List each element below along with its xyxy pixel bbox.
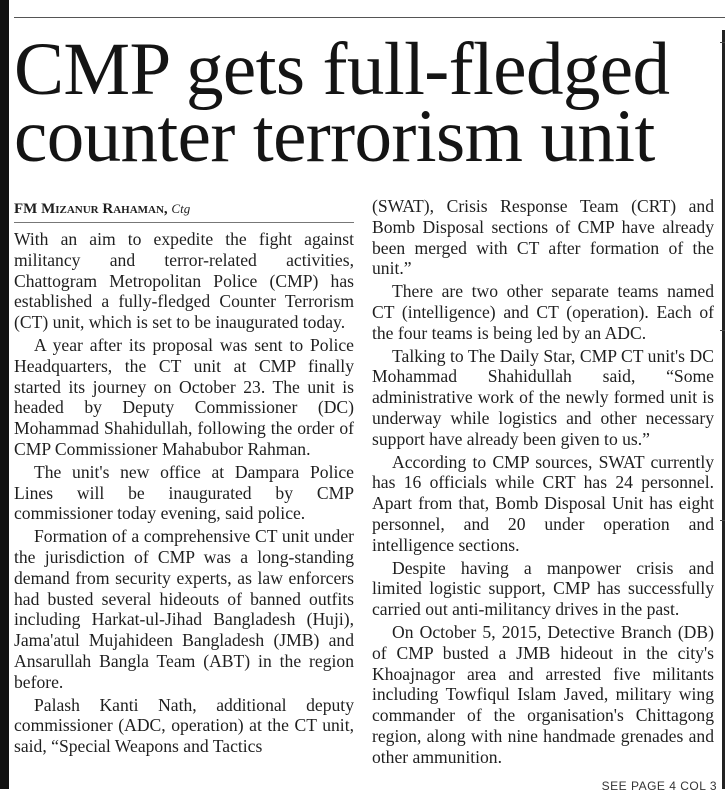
- paragraph: On October 5, 2015, Detective Branch (DB) of CMP busted a JMB hideout in the city's Khoajnagor area and arrested five militants including Towfiqul Islam Javed, military wing commander of the organisation's Chittagong region, along with nine handmade grenades and other ammunition.: [372, 621, 714, 767]
- byline-location: Ctg: [171, 201, 191, 216]
- byline: [14, 196, 354, 223]
- headline-line-1: CMP gets full-fledged: [14, 28, 670, 111]
- headline-line-2: counter terrorism unit: [14, 95, 655, 178]
- article-column-left: [14, 196, 354, 759]
- paragraph: According to CMP sources, SWAT currently has 16 officials while CRT has 24 personnel. Apart from that, Bomb Disposal Unit has eight personnel, and 20 under operation and intelligence sections.: [372, 451, 714, 555]
- page-edge-shadow: [0, 0, 9, 789]
- paragraph: Palash Kanti Nath, additional deputy commissioner (ADC, operation) at the CT unit, said, “Special Weapons and Tactics: [14, 694, 354, 757]
- paragraph: With an aim to expedite the fight against militancy and terror-related activities, Chattogram Metropolitan Police (CMP) has established a fully-fledged Counter Terrorism (CT) unit, which is set to be inaugurated today.: [14, 229, 354, 333]
- byline-author: FM Mizanur Rahaman,: [14, 201, 168, 217]
- paragraph: (SWAT), Crisis Response Team (CRT) and Bomb Disposal sections of CMP have already been merged with CT after formation of the unit.”: [372, 196, 714, 279]
- right-tick: [720, 520, 725, 521]
- paragraph: The unit's new office at Dampara Police Lines will be inaugurated by CMP commissioner today evening, said police.: [14, 461, 354, 524]
- paragraph: Formation of a comprehensive CT unit under the jurisdiction of CMP was a long-standing demand from security experts, as law enforcers had busted several hideouts of banned outfits including Harkat-ul-Jihad Bangladesh (Huji), Jama'atul Mujahideen Bangladesh (JMB) and Ansarullah Bangla Team (ABT) in the region before.: [14, 526, 354, 692]
- article-column-right: [372, 196, 714, 770]
- paragraph: There are two other separate teams named CT (intelligence) and CT (operation). Each of the four teams is being led by an ADC.: [372, 281, 714, 343]
- paragraph: A year after its proposal was sent to Police Headquarters, the CT unit at CMP finally started its journey on October 23. The unit is headed by Deputy Commissioner (DC) Mohammad Shahidullah, following the order of CMP Commissioner Mahabubor Rahman.: [14, 334, 354, 459]
- headline: [14, 28, 725, 178]
- top-rule: [14, 17, 725, 18]
- continuation-label: SEE PAGE 4 COL 3: [601, 779, 717, 793]
- right-tick: [720, 330, 725, 331]
- paragraph: Talking to The Daily Star, CMP CT unit's DC Mohammad Shahidullah said, “Some administrative work of the newly formed unit is underway while logistics and other necessary support have already been given to us.”: [372, 345, 714, 449]
- paragraph: Despite having a manpower crisis and limited logistic support, CMP has successfully carried out anti-militancy drives in the past.: [372, 557, 714, 620]
